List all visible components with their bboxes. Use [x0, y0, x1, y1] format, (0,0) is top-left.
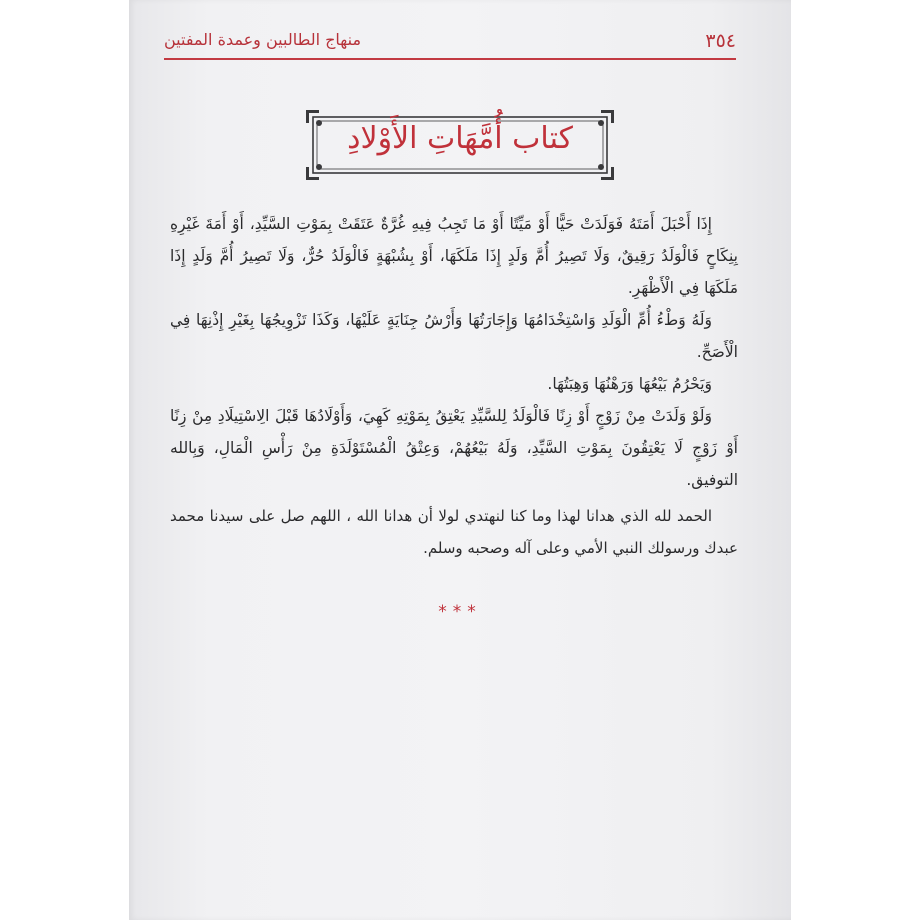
closing-prayer: الحمد لله الذي هدانا لهذا وما كنا لنهتدي لولا أن هدانا الله ، اللهم صل على سيدنا محمد عبدك ورسولك النبي الأمي وعلى آله وصحبه وسلم.	[170, 507, 738, 557]
section-end-ornament: ***	[438, 602, 482, 622]
body-text	[170, 208, 738, 564]
paragraph: وَلَهُ وَطْءُ أُمِّ الْوَلَدِ وَاسْتِخْدَامُهَا وَإِجَارَتُهَا وَأَرْشُ جِنَايَةٍ عَلَيْهَا، وَكَذَا تَزْوِيجُهَا بِغَيْرِ إِذْنِهَا فِي الْأَصَحِّ.	[170, 311, 738, 361]
paragraph: وَيَحْرُمُ بَيْعُهَا وَرَهْنُهَا وَهِبَتُهَا.	[547, 375, 712, 393]
paragraph: وَلَوْ وَلَدَتْ مِنْ زَوْجٍ أَوْ زِنًا فَالْوَلَدُ لِلسَّيِّدِ يَعْتِقُ بِمَوْتِهِ كَهِيَ، وَأَوْلَادُهَا قَبْلَ الِاسْتِيلَادِ مِنْ زِنًا أَوْ زَوْجٍ لَا يَعْتِقُونَ بِمَوْتِ السَّيِّدِ، وَلَهُ بَيْعُهُمْ، وَعِتْقُ الْمُسْتَوْلَدَةِ مِنْ رَأْسِ الْمَالِ، وَبِالله التوفيق.	[170, 407, 738, 489]
header-rule	[164, 58, 736, 60]
chapter-title: كتاب أُمَّهَاتِ الأَوْلادِ	[347, 121, 573, 156]
page-number: ٣٥٤	[705, 30, 736, 52]
page-header	[164, 30, 736, 56]
paragraph: إِذَا أَحْبَلَ أَمَتَهُ فَوَلَدَتْ حَيًّا أَوْ مَيِّتًا أَوْ مَا تَجِبُ فِيهِ غُرَّةٌ عَتَقَتْ بِمَوْتِ السَّيِّدِ، أَوْ أَمَةَ غَيْرِهِ بِنِكَاحٍ فَالْوَلَدُ رَقِيقٌ، وَلَا تَصِيرُ أُمَّ وَلَدٍ إِذَا مَلَكَهَا، أَوْ بِشُبْهَةٍ فَالْوَلَدُ حُرٌّ، وَلَا تَصِيرُ أُمَّ وَلَدٍ إِذَا مَلَكَهَا فِي الْأَظْهَرِ.	[170, 215, 738, 297]
chapter-title-frame	[305, 109, 615, 181]
running-title: منهاج الطالبين وعمدة المفتين	[164, 30, 362, 49]
